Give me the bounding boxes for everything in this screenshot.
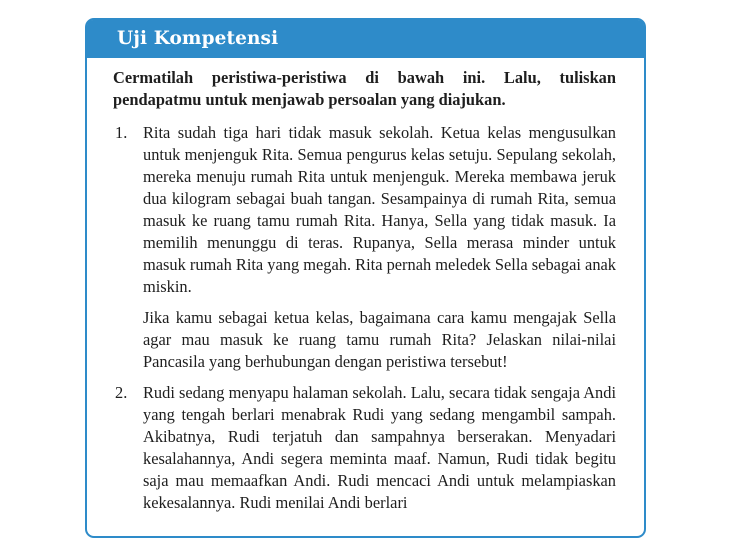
content-area [113, 67, 616, 514]
question-number: 1. [115, 123, 128, 142]
question-prompt: Jika kamu sebagai ketua kelas, bagaimana cara kamu mengajak Sella agar mau masuk ke ruang tamu rumah Rita? Jelaskan nilai-nilai Pancasila yang berhubungan dengan peristiwa tersebut! [143, 308, 616, 371]
question-story: Rita sudah tiga hari tidak masuk sekolah. Ketua kelas mengusulkan untuk menjenguk Rita. Semua pengurus kelas setuju. Sepulang sekolah, mereka menuju rumah Rita untuk menjenguk. Mereka membawa jeruk dua kilogram sebagai buah tangan. Sesampainya di rumah Rita, semua masuk ke ruang tamu rumah Rita. Hanya, Sella yang tidak masuk. Ia memilih menunggu di teras. Rupanya, Sella merasa minder untuk masuk rumah Rita yang megah. Rita pernah meledek Sella sebagai anak miskin. [143, 123, 616, 296]
question-item-1 [113, 122, 616, 373]
question-number: 2. [115, 383, 128, 402]
section-header [87, 20, 644, 58]
section-title: Uji Kompetensi [117, 28, 279, 49]
instruction-text: Cermatilah peristiwa-peristiwa di bawah ini. Lalu, tuliskan pendapatmu untuk menjawab persoalan yang diajukan. [113, 68, 616, 109]
question-item-2 [113, 382, 616, 514]
question-story: Rudi sedang menyapu halaman sekolah. Lalu, secara tidak sengaja Andi yang tengah berlari menabrak Rudi yang sedang mengambil sampah. Akibatnya, Rudi terjatuh dan sampahnya berserakan. Menyadari kesalahannya, Andi segera meminta maaf. Namun, Rudi tidak begitu saja mau memaafkan Andi. Rudi mencaci Andi untuk melampiaskan kekesalannya. Rudi menilai Andi berlari [143, 383, 616, 512]
